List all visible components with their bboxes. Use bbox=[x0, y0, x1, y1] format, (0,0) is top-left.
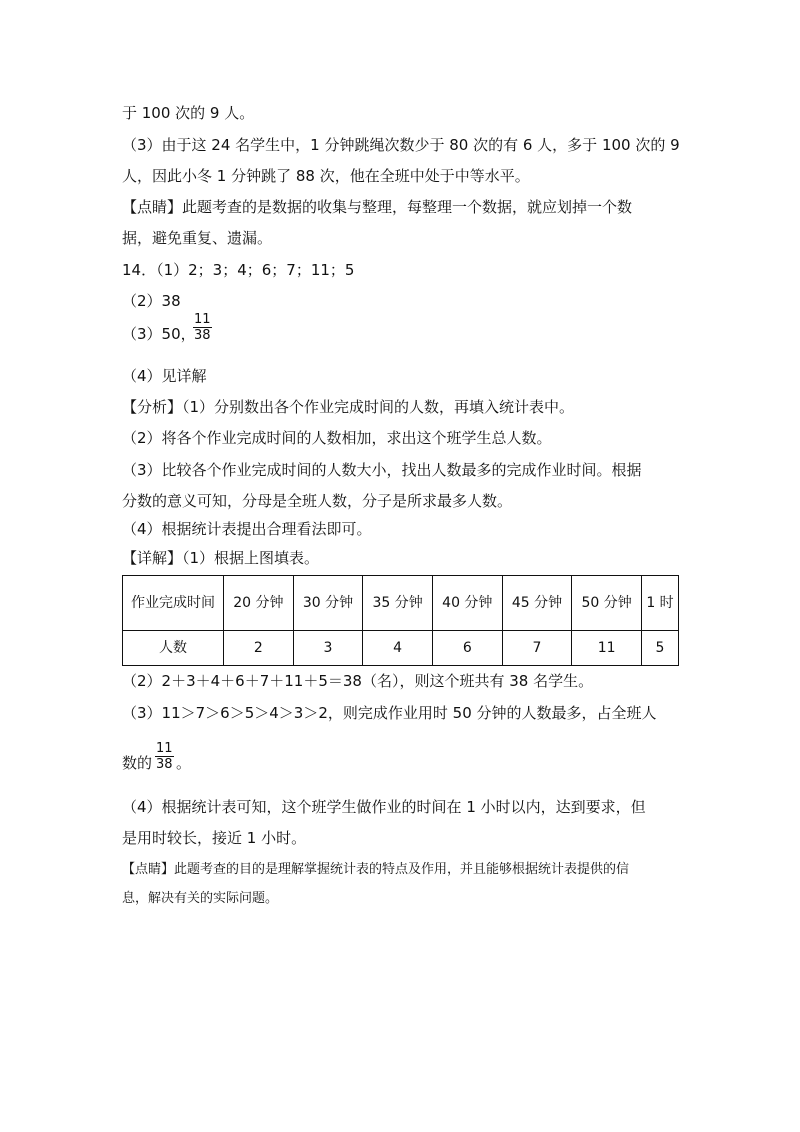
analysis-line-1: 【分析】（1）分别数出各个作业完成时间的人数，再填入统计表中。 bbox=[122, 398, 575, 416]
table-cell: 7 bbox=[502, 631, 572, 666]
table-cell: 11 bbox=[572, 631, 642, 666]
table-cell: 40 分钟 bbox=[432, 576, 502, 631]
detail-line-4-suffix: 。 bbox=[176, 754, 192, 772]
table-cell: 35 分钟 bbox=[363, 576, 433, 631]
text-line-5: 据，避免重复、遗漏。 bbox=[122, 229, 273, 247]
analysis-line-5: （4）根据统计表提出合理看法即可。 bbox=[122, 520, 372, 538]
tip-line-2: 息，解决有关的实际问题。 bbox=[122, 891, 279, 906]
text-line-1: 于 100 次的 9 人。 bbox=[122, 104, 255, 122]
table-cell: 5 bbox=[642, 631, 679, 666]
table-cell: 作业完成时间 bbox=[123, 576, 224, 631]
detail-line-3: （3）11＞7＞6＞5＞4＞3＞2，则完成作业用时 50 分钟的人数最多，占全班人 bbox=[122, 704, 657, 722]
analysis-line-3: （3）比较各个作业完成时间的人数大小，找出人数最多的完成作业时间。根据 bbox=[122, 461, 642, 479]
fraction-numerator: 11 bbox=[194, 312, 211, 327]
answer-14-part1: 14．（1）2；3；4；6；7；11；5 bbox=[122, 261, 355, 279]
fraction-11-38-a bbox=[193, 312, 212, 343]
statistics-table bbox=[122, 575, 679, 666]
fraction-denominator: 38 bbox=[156, 757, 173, 772]
answer-14-part4: （4）见详解 bbox=[122, 367, 207, 385]
text-line-2: （3）由于这 24 名学生中，1 分钟跳绳次数少于 80 次的有 6 人，多于 100 次的 9 bbox=[122, 136, 680, 154]
table-cell: 20 分钟 bbox=[224, 576, 294, 631]
detail-line-1: 【详解】（1）根据上图填表。 bbox=[122, 549, 320, 567]
table-row bbox=[123, 631, 679, 666]
table-cell: 30 分钟 bbox=[293, 576, 363, 631]
detail-line-6: 是用时较长，接近 1 小时。 bbox=[122, 829, 307, 847]
detail-line-5: （4）根据统计表可知，这个班学生做作业的时间在 1 小时以内，达到要求，但 bbox=[122, 798, 646, 816]
detail-line-2: （2）2＋3＋4＋6＋7＋11＋5＝38（名），则这个班共有 38 名学生。 bbox=[122, 672, 594, 690]
detail-line-4-prefix: 数的 bbox=[122, 754, 153, 772]
table-cell: 50 分钟 bbox=[572, 576, 642, 631]
table-header-row bbox=[123, 576, 679, 631]
analysis-line-2: （2）将各个作业完成时间的人数相加，求出这个班学生总人数。 bbox=[122, 429, 552, 447]
fraction-numerator: 11 bbox=[156, 741, 173, 756]
table-cell: 4 bbox=[363, 631, 433, 666]
table-cell: 人数 bbox=[123, 631, 224, 666]
analysis-line-4: 分数的意义可知，分母是全班人数，分子是所求最多人数。 bbox=[122, 492, 513, 510]
fraction-11-38-b bbox=[155, 741, 174, 772]
table-cell: 3 bbox=[293, 631, 363, 666]
text-line-4: 【点睛】此题考查的是数据的收集与整理，每整理一个数据，就应划掉一个数 bbox=[122, 198, 633, 216]
fraction-denominator: 38 bbox=[194, 328, 211, 343]
table-cell: 2 bbox=[224, 631, 294, 666]
answer-14-part2: （2）38 bbox=[122, 292, 181, 310]
table-cell: 6 bbox=[432, 631, 502, 666]
text-line-3: 人，因此小冬 1 分钟跳了 88 次，他在全班中处于中等水平。 bbox=[122, 167, 530, 185]
answer-14-part3: （3）50， bbox=[122, 325, 196, 343]
table-cell: 45 分钟 bbox=[502, 576, 572, 631]
tip-line-1: 【点睛】此题考查的目的是理解掌握统计表的特点及作用，并且能够根据统计表提供的信 bbox=[122, 862, 630, 877]
table-cell: 1 时 bbox=[642, 576, 679, 631]
